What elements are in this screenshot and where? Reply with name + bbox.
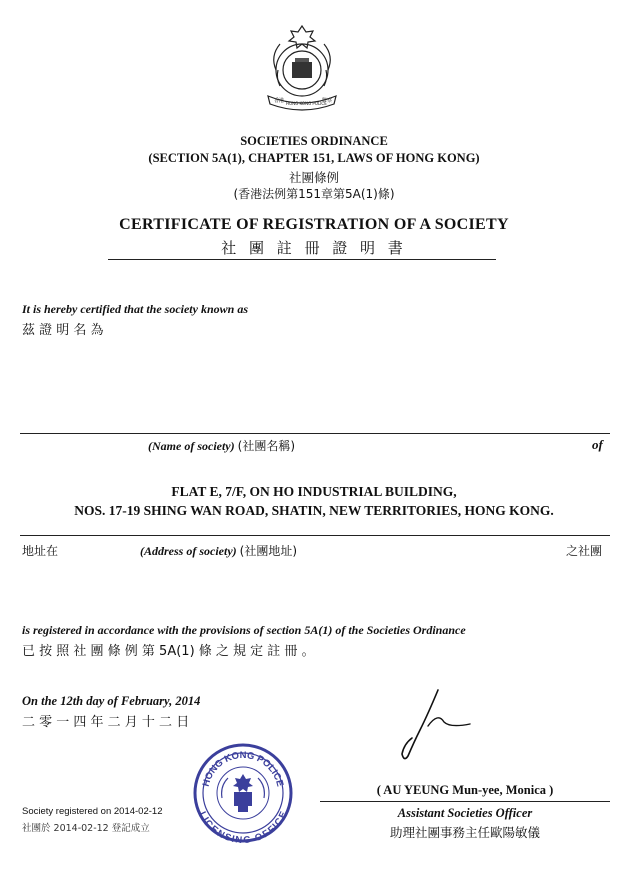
address-line (20, 535, 610, 536)
officer-title-cn: 助理社團事務主任歐陽敏儀 (389, 825, 540, 840)
registration-note: Society registered on 2014-02-12 (22, 806, 163, 817)
ordinance-section-cn: (香港法例第151章第5A(1)條) (233, 187, 395, 201)
society-name-line (20, 433, 610, 434)
registered-text: is registered in accordance with the provisions of section 5A(1) of the Societies Ordinance (22, 623, 466, 637)
address-line-1: FLAT E, 7/F, ON HO INDUSTRIAL BUILDING, (171, 484, 457, 499)
officer-name: ( AU YEUNG Mun-yee, Monica ) (376, 783, 554, 797)
society-name-caption (148, 437, 295, 454)
registered-text-cn: 已 按 照 社 團 條 例 第 5A(1) 條 之 規 定 註 冊 。 (22, 644, 315, 659)
society-name-label: (Name of society) (148, 439, 235, 453)
issue-date-cn: 二 零 一 四 年 二 月 十 二 日 (22, 715, 190, 730)
ordinance-title-cn: 社團條例 (288, 170, 339, 185)
title-underline (108, 259, 496, 260)
crest-ribbon-text: HONG KONG POLICE (286, 101, 327, 106)
signature-icon (390, 686, 480, 762)
police-crest-icon (262, 22, 342, 112)
crest-ribbon-cn: 警察 (322, 98, 333, 104)
address-label-cn: (社團地址) (239, 544, 298, 558)
society-name-label-cn: (社團名稱) (237, 439, 296, 453)
registration-note-cn: 社團於 2014-02-12 登記成立 (22, 823, 150, 834)
certificate-title-cn: 社 團 註 冊 證 明 書 (221, 239, 407, 257)
ordinance-section: (SECTION 5A(1), CHAPTER 151, LAWS OF HONG KONG) (148, 151, 480, 165)
address-label: (Address of society) (140, 544, 237, 558)
licensing-office-stamp (192, 738, 294, 848)
certificate-title: CERTIFICATE OF REGISTRATION OF A SOCIETY (119, 216, 509, 233)
address-prefix-cn: 地址在 (22, 544, 59, 558)
certify-text: It is hereby certified that the society known as (22, 302, 248, 316)
ordinance-title: SOCIETIES ORDINANCE (240, 134, 388, 148)
crest-top-text: 香港 (274, 98, 285, 104)
address-suffix-cn: 之社團 (566, 544, 603, 558)
address-caption (140, 542, 297, 559)
address-line-2: NOS. 17-19 SHING WAN ROAD, SHATIN, NEW TERRITORIES, HONG KONG. (74, 503, 554, 518)
officer-title: Assistant Societies Officer (397, 806, 533, 820)
issue-date: On the 12th day of February, 2014 (22, 694, 201, 708)
stamp-bottom-text: LICENSING OFFICE (196, 809, 290, 847)
officer-signature-line (320, 801, 610, 802)
of-text: of (592, 437, 603, 452)
certify-text-cn: 茲 證 明 名 為 (22, 323, 104, 338)
stamp-top-text: HONG KONG POLICE (200, 750, 286, 788)
